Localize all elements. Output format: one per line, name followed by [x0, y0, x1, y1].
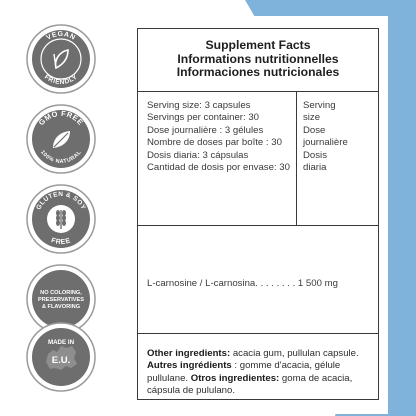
other-ingredients-label-es: Otros ingredientes: [190, 372, 280, 384]
serving-header-line: journalière [303, 137, 348, 149]
serving-line: Servings per container: 30 [147, 112, 259, 124]
badge-text: FREE [50, 237, 72, 247]
other-ingredients-label-en: Other ingredients: [147, 348, 231, 359]
badge-text: VEGAN [45, 30, 77, 42]
serving-info [138, 92, 297, 225]
badge-text: GMO FREE [36, 108, 86, 128]
other-ingredients [138, 334, 378, 398]
badge-text: PRESERVATIVES [37, 297, 85, 303]
serving-line: Nombre de doses par boîte : 30 [147, 137, 282, 149]
badge-text: MADE IN [47, 339, 75, 346]
serving-line: Dose journalière : 3 gélules [147, 124, 264, 136]
badge-text: GLUTEN & SOY [35, 190, 87, 212]
serving-header-line: diaria [303, 162, 327, 174]
serving-header-line: size [303, 112, 321, 124]
gluten-soy-free-badge [26, 184, 96, 254]
made-in-eu-badge [26, 322, 96, 392]
badge-text: 100% NATURAL [39, 149, 83, 166]
badge-text: NO COLORING, [40, 290, 82, 296]
ingredient-row: L-carnosine / L-carnosina. . . . . . . . 1 500 mg [147, 278, 338, 289]
badge-text: & FLAVORING [41, 304, 81, 310]
ingredient-amount-section [138, 226, 378, 334]
serving-section [138, 92, 378, 226]
facts-title-fr: Informations nutritionnelles [177, 51, 339, 66]
facts-header [138, 29, 378, 92]
vegan-friendly-badge [26, 24, 96, 94]
badge-text: FRIENDLY [42, 73, 80, 87]
serving-header-line: Dose [303, 124, 326, 136]
supplement-facts-box [137, 28, 379, 400]
gmo-free-badge [26, 104, 96, 174]
badge-text: E.U. [51, 355, 71, 366]
serving-line: Dosis diaria: 3 cápsulas [147, 149, 249, 161]
badges-column [0, 0, 128, 416]
facts-title-en: Supplement Facts [205, 38, 311, 52]
serving-line: Serving size: 3 capsules [147, 100, 251, 111]
other-ingredients-text-en: acacia gum, pullulan capsule. [230, 348, 359, 359]
serving-line: Cantidad de dosis por envase: 30 [147, 162, 290, 174]
other-ingredients-label-fr: Autres ingrédients [147, 360, 232, 372]
serving-header-line: Dosis [303, 149, 327, 161]
serving-header-line: Serving [303, 100, 336, 111]
other-ingredients-text-es: goma de acacia, cápsula de pululano. [147, 372, 353, 397]
serving-column-header [297, 92, 378, 225]
other-ingredients-text-fr: : gomme d'acacia, gélule pullulane. [147, 360, 341, 384]
facts-title-es: Informaciones nutricionales [176, 65, 340, 79]
